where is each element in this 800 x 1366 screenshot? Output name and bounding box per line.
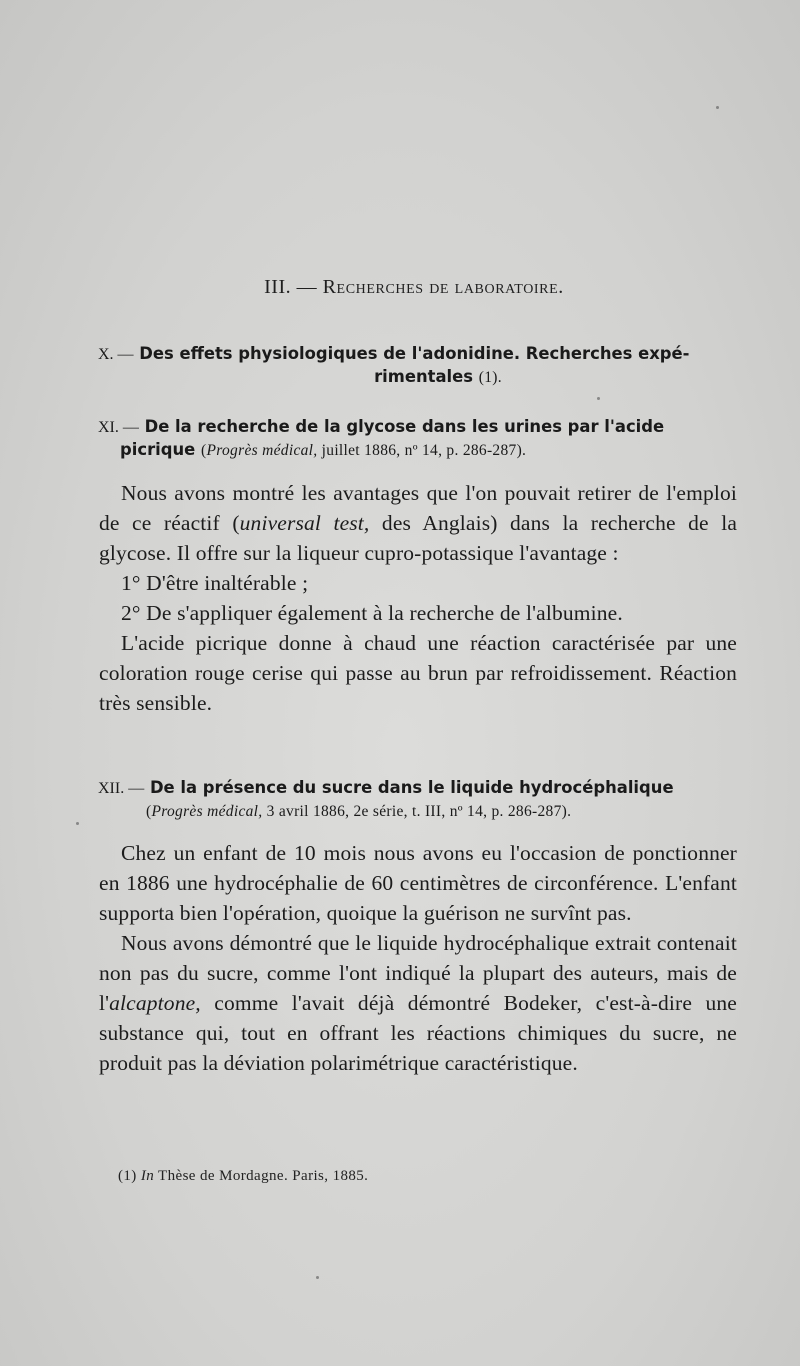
journal-name: Progrès médical,: [151, 803, 263, 820]
reference-details: juillet 1886, nº 14, p. 286-287).: [321, 442, 527, 459]
paragraph: Nous avons démontré que le liquide hydrocéphalique extrait contenait non pas du sucre, comme l'ont indiqué la plupart des auteurs, mais de l'alcaptone, comme l'avait déjà démontré Bodeker, c'est-à-dire une substance qui, tout en offrant les réactions chimiques du sucre, ne produit pas la déviation polarimétrique caractéristique.: [99, 931, 737, 1075]
paragraph: Chez un enfant de 10 mois nous avons eu l'occasion de ponctionner en 1886 une hydrocéphalie de 60 centimètres de circonférence. L'enfant supporta bien l'opération, quoique la guérison ne survînt pas.: [99, 841, 737, 925]
entry-reference: (Progrès médical, juillet 1886, nº 14, p. 286-287).: [201, 442, 527, 459]
italic-term: universal test,: [239, 511, 370, 535]
entry-reference: (Progrès médical, 3 avril 1886, 2e série, t. III, nº 14, p. 286-287).: [146, 803, 572, 820]
list-item: 2° De s'appliquer également à la recherche de l'albumine.: [121, 601, 623, 625]
paper-speck: [316, 1276, 319, 1279]
paragraph: Nous avons montré les avantages que l'on pouvait retirer de l'emploi de ce réactif (universal test, des Anglais) dans la recherche de la glycose. Il offre sur la liqueur cupro-potassique l'avantage :: [99, 481, 738, 565]
paper-speck: [597, 397, 600, 400]
section-title: Recherches de laboratoire.: [322, 276, 564, 298]
entry-title: De la présence du sucre dans le liquide hydrocéphalique: [149, 778, 674, 797]
footnote-marker: (1): [118, 1168, 137, 1184]
footnote-ref: (1).: [478, 369, 502, 386]
entry-xii-body: [99, 838, 737, 1078]
section-numeral: III. —: [264, 276, 318, 298]
reference-details: 3 avril 1886, 2e série, t. III, nº 14, p. 286-287).: [266, 803, 572, 820]
footnote-italic: In: [140, 1168, 155, 1184]
footnote-text: Thèse de Mordagne. Paris, 1885.: [158, 1168, 369, 1184]
section-heading: [0, 276, 800, 299]
entry-number: XII. —: [98, 780, 145, 797]
paragraph: L'acide picrique donne à chaud une réaction caractérisée par une coloration rouge cerise qui passe au brun par refroidissement. Réaction très sensible.: [99, 631, 737, 715]
journal-name: Progrès médical,: [206, 442, 318, 459]
entry-title-continuation: picrique: [120, 440, 196, 459]
entry-xii: [98, 777, 738, 823]
entry-title: Des effets physiologiques de l'adonidine. Recherches expé-: [139, 344, 690, 363]
list-item: 1° D'être inaltérable ;: [121, 571, 309, 595]
paper-speck: [76, 822, 79, 825]
entry-title: De la recherche de la glycose dans les urines par l'acide: [144, 417, 665, 436]
entry-title-continuation: rimentales: [374, 367, 474, 386]
entry-xi-body: [99, 478, 737, 718]
italic-term: alcaptone,: [109, 991, 201, 1015]
footnote: [118, 1168, 368, 1185]
entry-xi: [98, 416, 738, 462]
entry-number: X. —: [98, 346, 134, 363]
paper-speck: [716, 106, 719, 109]
entry-number: XI. —: [98, 419, 139, 436]
entry-x: [98, 343, 738, 389]
